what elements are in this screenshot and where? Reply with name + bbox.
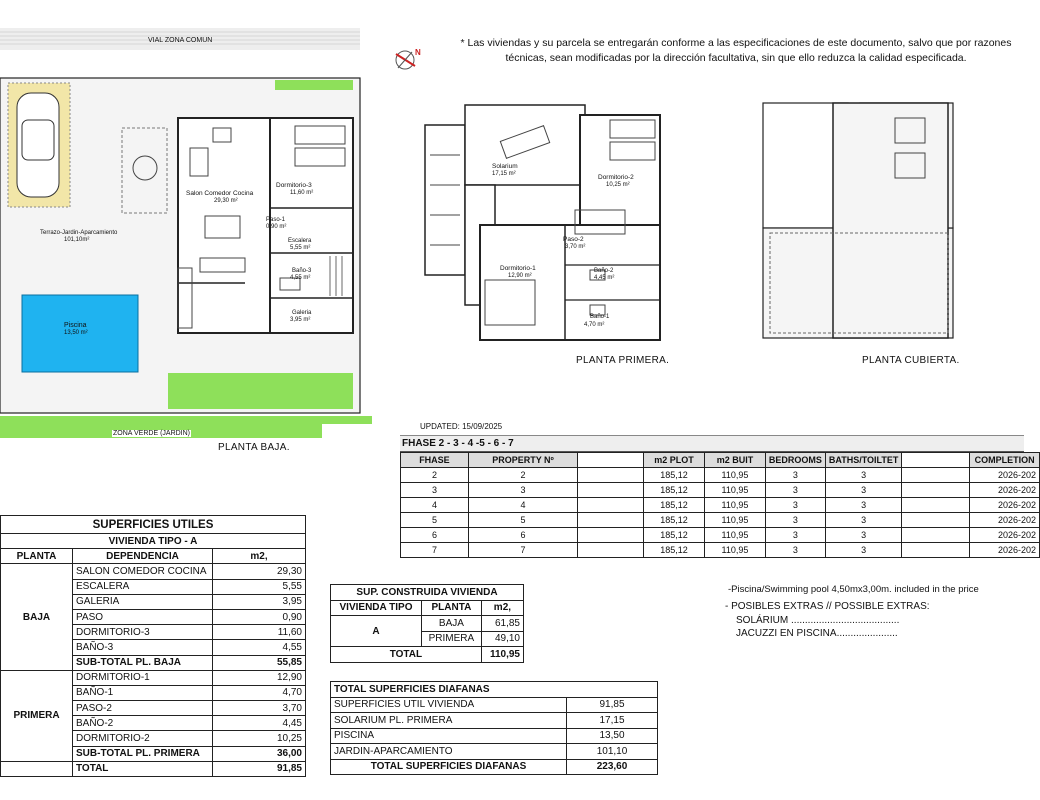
table-row — [1, 564, 306, 579]
label-pool-area: 13,50 m² — [64, 330, 88, 336]
m2-value: 101,10 — [567, 744, 658, 760]
extra-solarium: SOLÁRIUM ....................................... — [736, 615, 900, 626]
table-cell — [902, 498, 970, 513]
label-solarium: Solarium — [492, 163, 518, 170]
dependencia: BAÑO-3 — [73, 640, 213, 655]
superficies-utiles-table — [0, 515, 306, 777]
table-cell: 2 — [401, 468, 469, 483]
table-cell: 2026-202 — [970, 483, 1040, 498]
label-dorm2: Dormitorio-2 — [598, 174, 634, 181]
label-galeria: Galeria — [292, 310, 312, 316]
label-dorm3-area: 11,60 m² — [290, 190, 314, 196]
m2-value: 17,15 — [567, 713, 658, 729]
label-bano2: Baño-2 — [594, 268, 614, 274]
table-row — [1, 670, 306, 685]
m2-value: 11,60 — [213, 625, 306, 640]
label-terrace-area: 101,10m² — [64, 237, 90, 243]
col-header: BEDROOMS — [765, 453, 825, 468]
table-cell: 110,95 — [705, 528, 766, 543]
label-paso1: Paso-1 — [266, 217, 286, 223]
label-solarium-area: 17,15 m² — [492, 171, 516, 177]
m2-value: 4,70 — [213, 685, 306, 700]
dependencia: ESCALERA — [73, 579, 213, 594]
m2-value: 91,85 — [567, 697, 658, 713]
m2-value: 29,30 — [213, 564, 306, 579]
table-cell: 3 — [825, 498, 902, 513]
table-cell: 185,12 — [644, 528, 705, 543]
table-cell: 5 — [468, 513, 577, 528]
label-galeria-area: 3,95 m² — [290, 317, 311, 323]
table-cell: 110,95 — [705, 498, 766, 513]
m2-value: 4,45 — [213, 716, 306, 731]
caption-planta-cubierta: PLANTA CUBIERTA. — [862, 355, 960, 366]
table-cell: 3 — [765, 483, 825, 498]
label-bano1-area: 4,70 m² — [584, 322, 605, 328]
m2-value: 10,25 — [213, 731, 306, 746]
table-row — [331, 744, 658, 760]
table-cell — [578, 468, 644, 483]
cell: 49,10 — [481, 631, 523, 647]
m2-value: 12,90 — [213, 670, 306, 685]
dependencia: DORMITORIO-2 — [73, 731, 213, 746]
table-cell — [902, 468, 970, 483]
table-cell: 3 — [825, 528, 902, 543]
table-cell — [578, 528, 644, 543]
col-header: m2 BUIT — [705, 453, 766, 468]
total-value: 91,85 — [213, 761, 306, 776]
label-salon: Salon Comedor Cocina — [186, 190, 254, 197]
compass-n: N — [415, 48, 421, 57]
total-label: TOTAL — [73, 761, 213, 776]
cell: BAJA — [422, 616, 482, 632]
table-cell: 110,95 — [705, 468, 766, 483]
table-row — [401, 513, 1040, 528]
table-row — [401, 483, 1040, 498]
m2-value: 13,50 — [567, 728, 658, 744]
caption-planta-primera: PLANTA PRIMERA. — [576, 355, 670, 366]
label-escalera-area: 5,55 m² — [290, 245, 311, 251]
dependencia: GALERIA — [73, 594, 213, 609]
label-vial: VIAL ZONA COMUN — [148, 37, 213, 44]
table-cell: 2 — [468, 468, 577, 483]
table-row — [331, 728, 658, 744]
col-header: COMPLETION — [970, 453, 1040, 468]
label-salon-area: 29,30 m² — [214, 198, 238, 204]
table-cell: 5 — [401, 513, 469, 528]
concept: JARDIN-APARCAMIENTO — [331, 744, 567, 760]
col-header: PROPERTY Nº — [468, 453, 577, 468]
col-header: m2, — [213, 549, 306, 564]
m2-value: 3,95 — [213, 594, 306, 609]
table-row — [401, 543, 1040, 558]
total-row — [1, 761, 306, 776]
label-dorm3: Dormitorio-3 — [276, 182, 312, 189]
col-header: FHASE — [401, 453, 469, 468]
label-paso2: Paso-2 — [563, 236, 584, 243]
table-cell: 2026-202 — [970, 468, 1040, 483]
dependencia: SALON COMEDOR COCINA — [73, 564, 213, 579]
table-title: SUP. CONSTRUIDA VIVIENDA — [331, 585, 524, 601]
col-header: VIVIENDA TIPO — [331, 600, 422, 616]
concept: PISCINA — [331, 728, 567, 744]
label-bano3-area: 4,55 m² — [290, 275, 311, 281]
table-cell: 185,12 — [644, 468, 705, 483]
caption-planta-baja: PLANTA BAJA. — [218, 442, 290, 453]
label-dorm1: Dormitorio-1 — [500, 265, 536, 272]
label-bano1: Baño-1 — [590, 314, 610, 320]
table-row — [331, 697, 658, 713]
col-header: PLANTA — [1, 549, 73, 564]
phase-title: FHASE 2 - 3 - 4 -5 - 6 - 7 — [400, 436, 1024, 452]
table-cell: 4 — [468, 498, 577, 513]
cell: 61,85 — [481, 616, 523, 632]
table-row — [401, 528, 1040, 543]
table-cell: 185,12 — [644, 543, 705, 558]
table-cell: 185,12 — [644, 498, 705, 513]
dependencia: SUB-TOTAL PL. PRIMERA — [73, 746, 213, 761]
table-cell: 3 — [825, 468, 902, 483]
table-cell: 3 — [765, 543, 825, 558]
dependencia: DORMITORIO-1 — [73, 670, 213, 685]
label-paso2-area: 3,70 m² — [565, 244, 586, 250]
table-cell — [578, 513, 644, 528]
m2-value: 55,85 — [213, 655, 306, 670]
table-cell: 3 — [825, 543, 902, 558]
cell: PRIMERA — [422, 631, 482, 647]
table-cell — [902, 513, 970, 528]
table-title: TOTAL SUPERFICIES DIAFANAS — [331, 682, 658, 698]
planta-label: PRIMERA — [1, 670, 73, 761]
table-cell: 7 — [468, 543, 577, 558]
total-label: TOTAL — [331, 647, 482, 663]
planta-label: BAJA — [1, 564, 73, 670]
label-bano2-area: 4,45 m² — [594, 275, 615, 281]
dependencia: BAÑO-2 — [73, 716, 213, 731]
dependencia: SUB-TOTAL PL. BAJA — [73, 655, 213, 670]
m2-value: 5,55 — [213, 579, 306, 594]
table-cell: 3 — [468, 483, 577, 498]
dependencia: BAÑO-1 — [73, 685, 213, 700]
extra-jacuzzi: JACUZZI EN PISCINA...................... — [736, 628, 898, 639]
col-header: BATHS/TOILTET — [825, 453, 902, 468]
table-cell: 2026-202 — [970, 498, 1040, 513]
label-pool: Piscina — [64, 322, 87, 329]
table-cell: 4 — [401, 498, 469, 513]
table-cell — [902, 528, 970, 543]
table-cell: 6 — [401, 528, 469, 543]
total-value: 223,60 — [567, 759, 658, 775]
m2-value: 4,55 — [213, 640, 306, 655]
m2-value: 3,70 — [213, 701, 306, 716]
col-header: m2 PLOT — [644, 453, 705, 468]
phase-table-panel — [400, 418, 1036, 558]
table-cell: 3 — [765, 468, 825, 483]
table-row — [401, 498, 1040, 513]
vivienda-tipo: A — [331, 616, 422, 647]
concept: SUPERFICIES UTIL VIVIENDA — [331, 697, 567, 713]
table-row — [331, 713, 658, 729]
concept: SOLARIUM PL. PRIMERA — [331, 713, 567, 729]
table-cell: 110,95 — [705, 513, 766, 528]
table-cell: 2026-202 — [970, 513, 1040, 528]
col-header: m2, — [481, 600, 523, 616]
total-value: 110,95 — [481, 647, 523, 663]
table-title: SUPERFICIES UTILES — [1, 516, 306, 534]
label-paso1-area: 0,90 m² — [266, 224, 287, 230]
dependencia: PASO — [73, 609, 213, 624]
label-dorm2-area: 10,25 m² — [606, 182, 630, 188]
table-cell: 3 — [765, 498, 825, 513]
table-cell: 110,95 — [705, 483, 766, 498]
m2-value: 36,00 — [213, 746, 306, 761]
first-floor-plan — [425, 100, 665, 345]
table-cell — [578, 543, 644, 558]
label-terrace: Terrazo-Jardin-Aparcamiento — [40, 230, 118, 236]
dependencia: DORMITORIO-3 — [73, 625, 213, 640]
table-cell — [902, 483, 970, 498]
table-row — [401, 468, 1040, 483]
updated-label: UPDATED: 15/09/2025 — [400, 418, 1024, 436]
pool-note: -Piscina/Swimming pool 4,50mx3,00m. included in the price — [728, 584, 979, 595]
phase-table — [400, 452, 1040, 558]
table-cell — [578, 498, 644, 513]
table-cell: 6 — [468, 528, 577, 543]
table-cell — [902, 543, 970, 558]
label-dorm1-area: 12,90 m² — [508, 273, 532, 279]
empty-cell — [1, 761, 73, 776]
total-label: TOTAL SUPERFICIES DIAFANAS — [331, 759, 567, 775]
spec-note: * Las viviendas y su parcela se entregarán conforme a las especificaciones de este documento, salvo que por razones técnicas, sean modificadas por la dirección facultativa, sin que ello reduzca la calidad especificada. — [460, 37, 1012, 64]
table-cell: 2026-202 — [970, 528, 1040, 543]
extras-title: - POSIBLES EXTRAS // POSSIBLE EXTRAS: — [725, 601, 930, 612]
diafanas-table — [330, 681, 658, 775]
construida-table — [330, 584, 524, 663]
table-cell — [578, 483, 644, 498]
table-cell: 3 — [825, 513, 902, 528]
table-cell: 3 — [401, 483, 469, 498]
table-cell: 3 — [825, 483, 902, 498]
table-cell: 185,12 — [644, 513, 705, 528]
m2-value: 0,90 — [213, 609, 306, 624]
label-bano3: Baño-3 — [292, 268, 312, 274]
table-cell: 3 — [765, 528, 825, 543]
table-cell: 185,12 — [644, 483, 705, 498]
col-header — [578, 453, 644, 468]
table-subtitle: VIVIENDA TIPO - A — [1, 534, 306, 549]
table-cell: 7 — [401, 543, 469, 558]
label-zona-verde: ZONA VERDE (JARDIN) — [113, 430, 191, 437]
col-header: PLANTA — [422, 600, 482, 616]
col-header: DEPENDENCIA — [73, 549, 213, 564]
dependencia: PASO-2 — [73, 701, 213, 716]
table-cell: 2026-202 — [970, 543, 1040, 558]
roof-plan — [755, 98, 960, 343]
table-cell: 110,95 — [705, 543, 766, 558]
label-escalera: Escalera — [288, 238, 312, 244]
col-header — [902, 453, 970, 468]
table-cell: 3 — [765, 513, 825, 528]
